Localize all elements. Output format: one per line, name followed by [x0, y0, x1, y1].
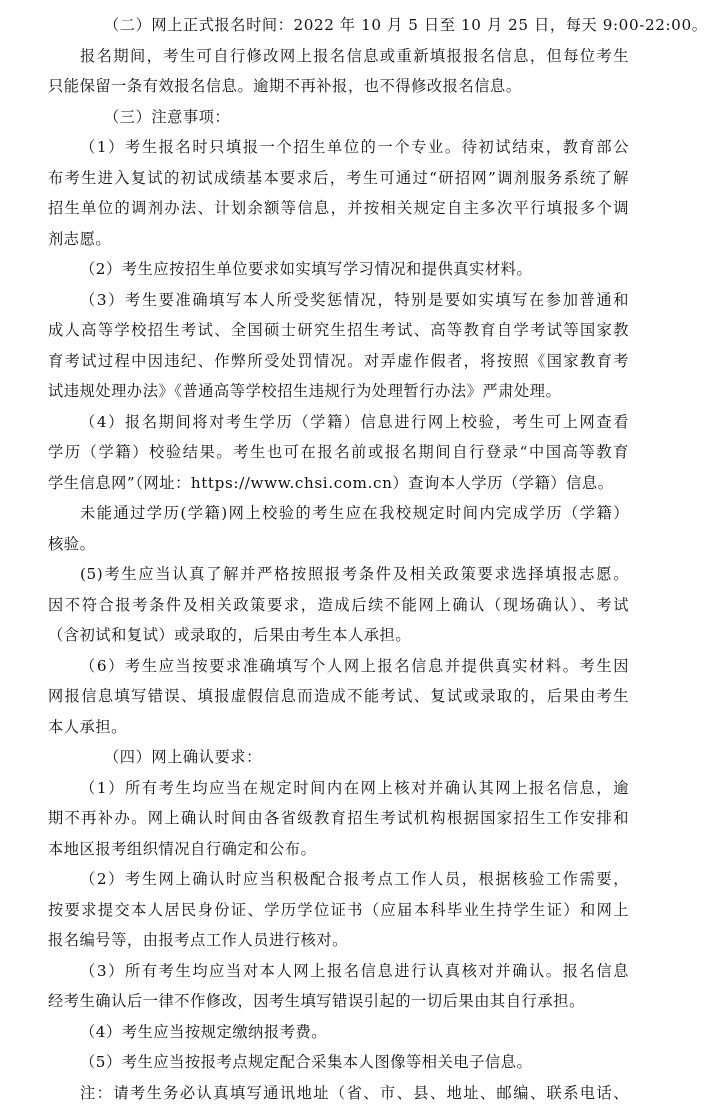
text-line: 核验。: [48, 529, 629, 560]
text-line: 招生单位的调剂办法、计划余额等信息，并按相关规定自主多次平行填报多个调: [48, 193, 629, 224]
text-line: 剂志愿。: [48, 224, 629, 255]
text-line: 学生信息网”（网址：https://www.chsi.com.cn）查询本人学历（学籍）信息。: [48, 468, 629, 499]
text-line: （4）考生应当按规定缴纳报考费。: [48, 1017, 629, 1048]
text-line: 布考生进入复试的初试成绩基本要求后，考生可通过“研招网”调剂服务系统了解: [48, 163, 629, 194]
text-line: 本地区报考组织情况自行确定和公布。: [48, 834, 629, 865]
text-line: （三）注意事项：: [48, 102, 629, 133]
text-line: （四）网上确认要求：: [48, 742, 629, 773]
text-line: 网报信息填写错误、填报虚假信息而造成不能考试、复试或录取的，后果由考生: [48, 681, 629, 712]
text-line: （1）考生报名时只填报一个招生单位的一个专业。待初试结束，教育部公: [48, 132, 629, 163]
text-line: 未能通过学历(学籍)网上校验的考生应在我校规定时间内完成学历（学籍）: [48, 498, 629, 529]
text-line: （含初试和复试）或录取的，后果由考生本人承担。: [48, 620, 629, 651]
text-line: 育考试过程中因违纪、作弊所受处罚情况。对弄虚作假者，将按照《国家教育考: [48, 346, 629, 377]
document-body: [48, 10, 629, 1108]
text-line: 成人高等学校招生考试、全国硕士研究生招生考试、高等教育自学考试等国家教: [48, 315, 629, 346]
text-line: （5）考生应当按报考点规定配合采集本人图像等相关电子信息。: [48, 1047, 629, 1078]
text-line: （3）所有考生均应当对本人网上报名信息进行认真核对并确认。报名信息: [48, 956, 629, 987]
text-line: （二）网上正式报名时间：2022 年 10 月 5 日至 10 月 25 日，每天 9:00-22:00。: [48, 10, 629, 41]
text-line: 只能保留一条有效报名信息。逾期不再补报，也不得修改报名信息。: [48, 71, 629, 102]
text-line: 本人承担。: [48, 712, 629, 743]
text-line: （2）考生应按招生单位要求如实填写学习情况和提供真实材料。: [48, 254, 629, 285]
text-line: 学历（学籍）校验结果。考生也可在报名前或报名期间自行登录“中国高等教育: [48, 437, 629, 468]
text-line: （3）考生要准确填写本人所受奖惩情况，特别是要如实填写在参加普通和: [48, 285, 629, 316]
text-line: （6）考生应当按要求准确填写个人网上报名信息并提供真实材料。考生因: [48, 651, 629, 682]
text-line: 经考生确认后一律不作修改，因考生填写错误引起的一切后果由其自行承担。: [48, 986, 629, 1017]
text-line: （2）考生网上确认时应当积极配合报考点工作人员，根据核验工作需要，: [48, 864, 629, 895]
text-line: （4）报名期间将对考生学历（学籍）信息进行网上校验，考生可上网查看: [48, 407, 629, 438]
text-line: （1）所有考生均应当在规定时间内在网上核对并确认其网上报名信息，逾: [48, 773, 629, 804]
text-line: 注：请考生务必认真填写通讯地址（省、市、县、地址、邮编、联系电话、: [48, 1078, 629, 1108]
text-line: 试违规处理办法》《普通高等学校招生违规行为处理暂行办法》严肃处理。: [48, 376, 629, 407]
text-line: 报名期间，考生可自行修改网上报名信息或重新填报报名信息，但每位考生: [48, 41, 629, 72]
text-line: 按要求提交本人居民身份证、学历学位证书（应届本科毕业生持学生证）和网上: [48, 895, 629, 926]
text-line: 期不再补办。网上确认时间由各省级教育招生考试机构根据国家招生工作安排和: [48, 803, 629, 834]
text-line: 因不符合报考条件及相关政策要求，造成后续不能网上确认（现场确认）、考试: [48, 590, 629, 621]
text-line: 报名编号等，由报考点工作人员进行核对。: [48, 925, 629, 956]
text-line: (5)考生应当认真了解并严格按照报考条件及相关政策要求选择填报志愿。: [48, 559, 629, 590]
